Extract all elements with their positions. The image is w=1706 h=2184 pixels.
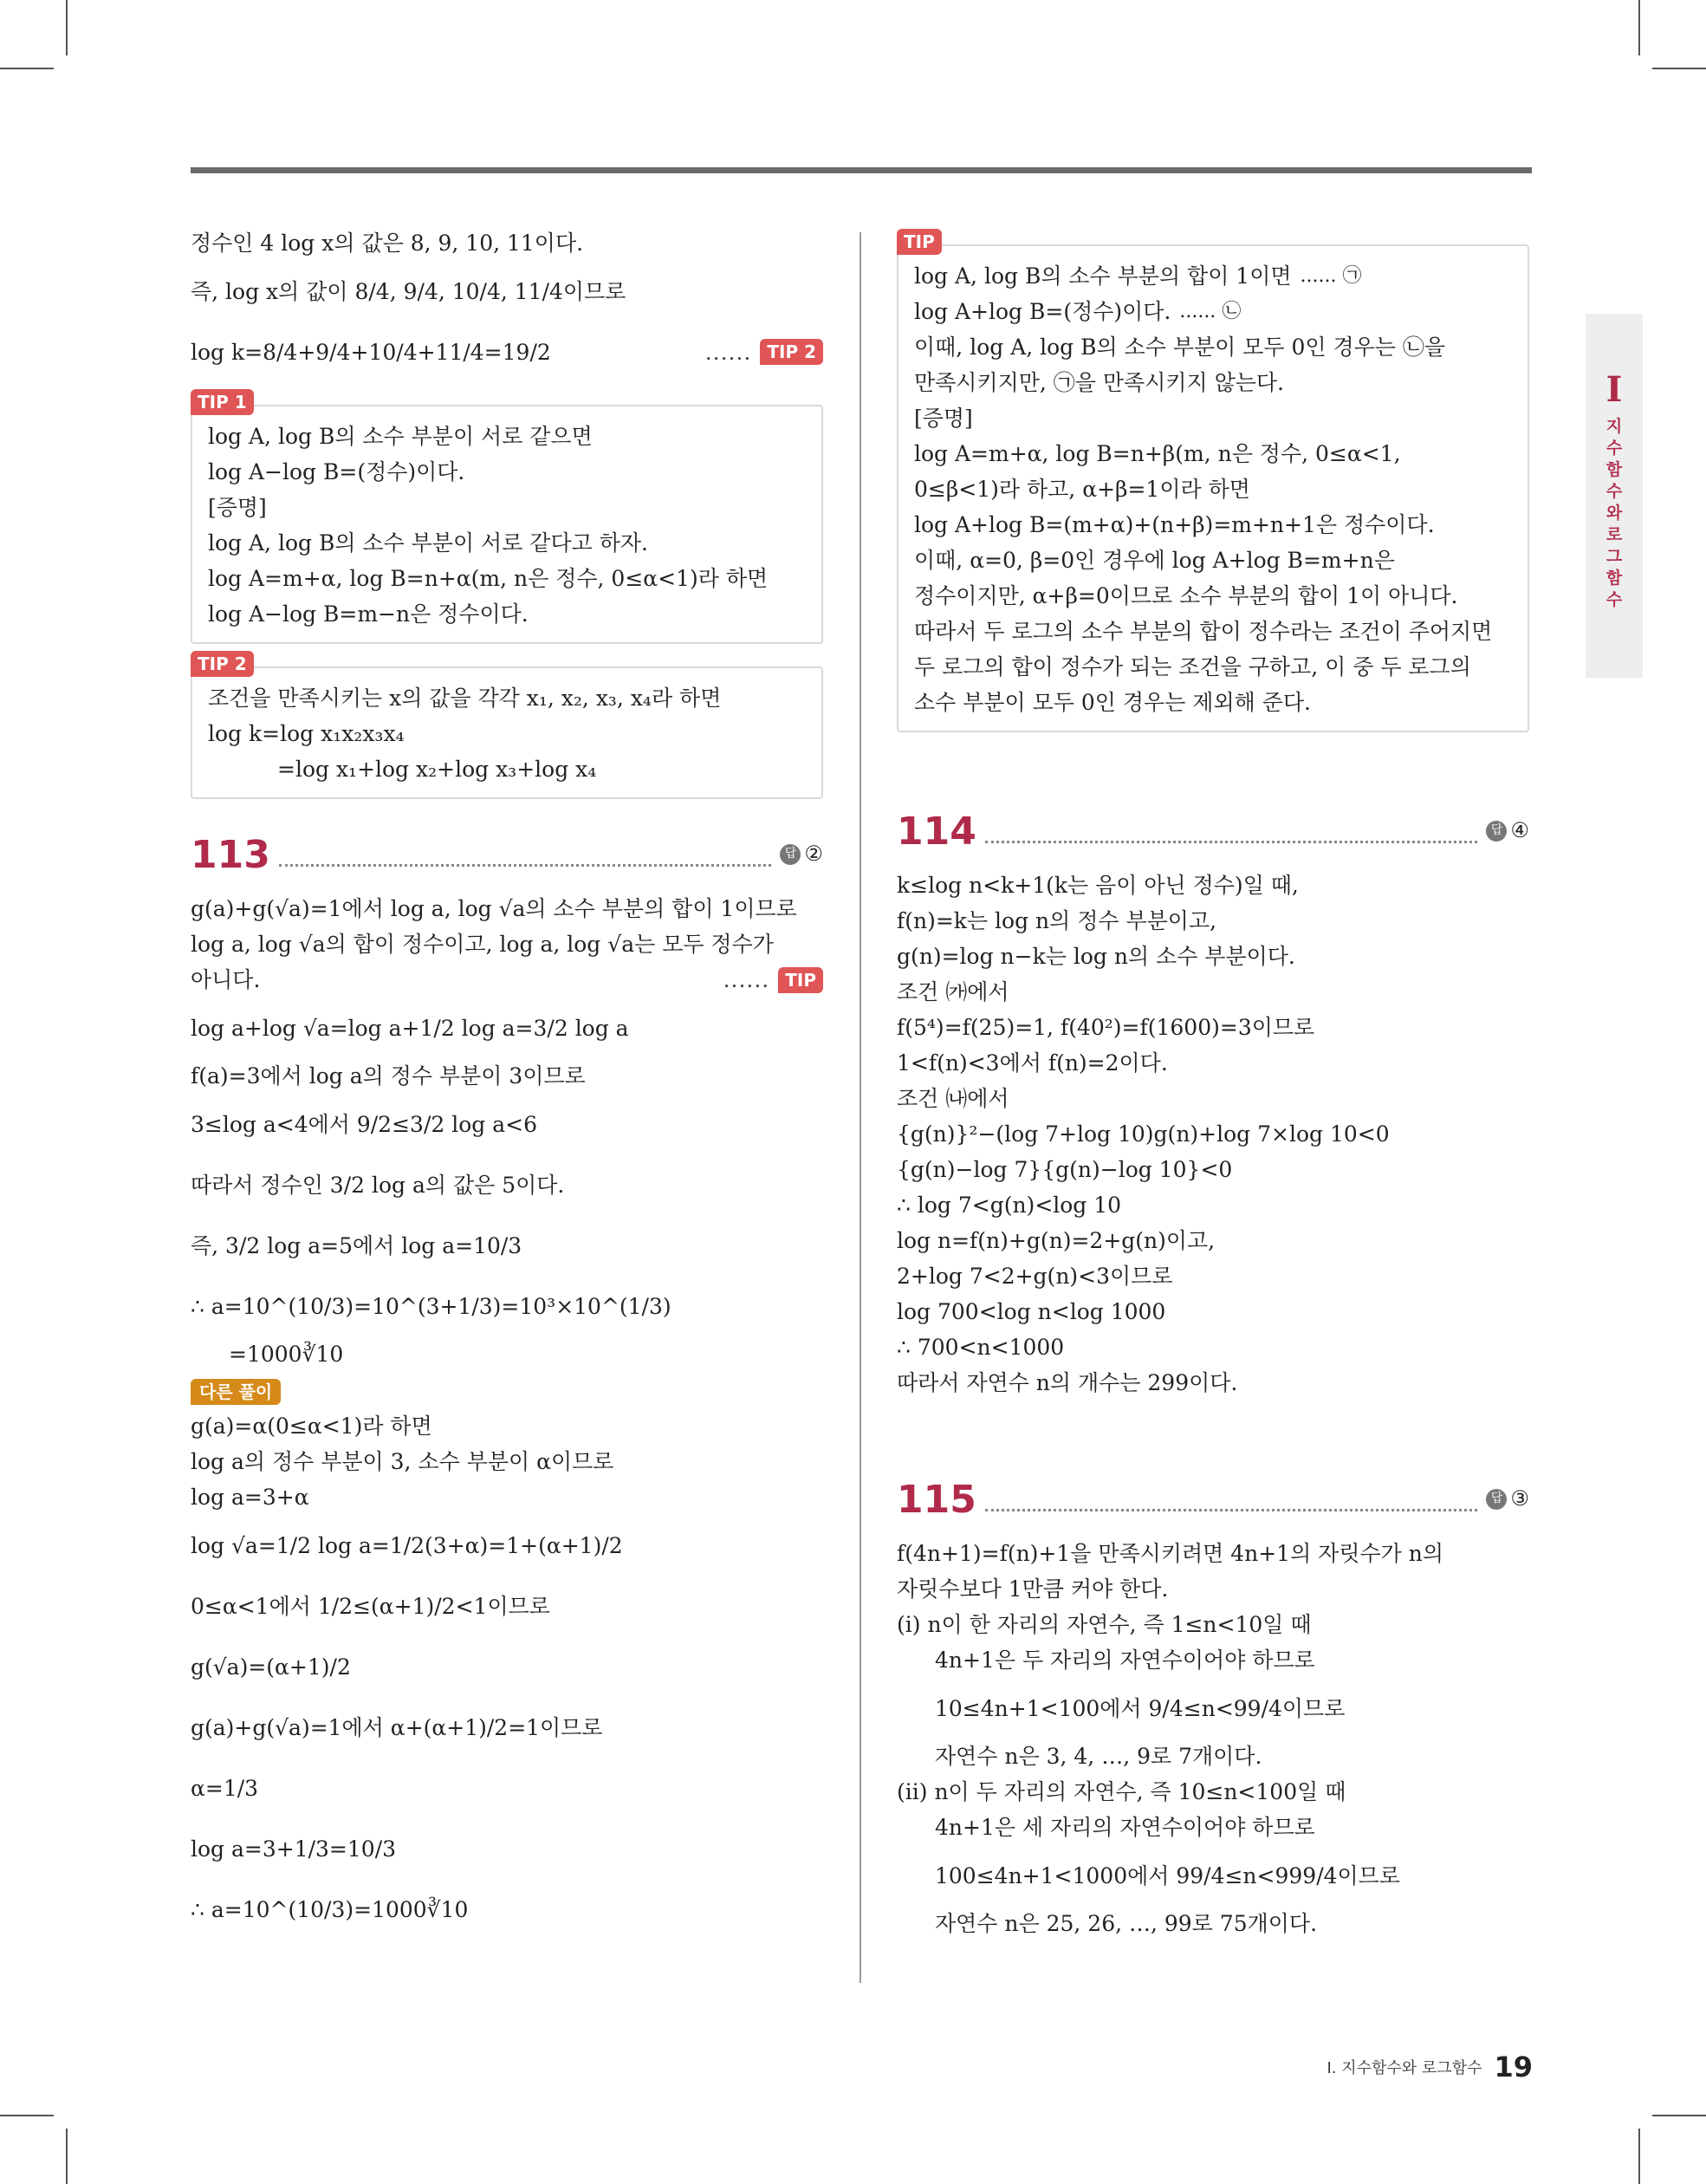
title-char: 함 bbox=[1605, 569, 1623, 588]
solution-line: log n=f(n)+g(n)=2+g(n)이고, bbox=[897, 1228, 1216, 1253]
solution-line: log 700<log n<log 1000 bbox=[897, 1299, 1166, 1324]
leader-dots bbox=[985, 841, 1478, 843]
solution-line: 자연수 n은 25, 26, …, 99로 75개이다. bbox=[935, 1911, 1318, 1936]
problem-header bbox=[897, 810, 1529, 854]
solution-line: 조건 ㈏에서 bbox=[897, 1086, 1009, 1111]
problem-header bbox=[897, 1479, 1529, 1522]
leader-dots bbox=[985, 1509, 1478, 1511]
tip-line: log A−log B=m−n은 정수이다. bbox=[208, 601, 529, 627]
solution-line: 자릿수보다 1만큼 커야 한다. bbox=[897, 1576, 1169, 1602]
alt-line: g(a)=α(0≤α<1)라 하면 bbox=[191, 1414, 432, 1439]
problem-number: 113 bbox=[191, 833, 270, 877]
solution-line: 100≤4n+1<1000에서 99/4≤n<999/4이므로 bbox=[935, 1862, 1400, 1888]
tip-line: 이때, α=0, β=0인 경우에 log A+log B=m+n은 bbox=[914, 548, 1395, 573]
tip-line: 이때, log A, log B의 소수 부분이 모두 0인 경우는 ㉡을 bbox=[914, 335, 1446, 360]
leader-dots: ...... bbox=[723, 967, 770, 992]
problem-number: 114 bbox=[897, 809, 976, 854]
text-line: 정수인 4 log x의 값은 8, 9, 10, 11이다. bbox=[191, 231, 584, 256]
answer-icon: 답 bbox=[780, 844, 801, 865]
solution-line: 4n+1은 세 자리의 자연수이어야 하므로 bbox=[935, 1815, 1315, 1840]
leader-dots: ...... bbox=[704, 339, 752, 365]
tip-line: =log x₁+log x₂+log x₃+log x₄ bbox=[277, 757, 597, 782]
tip-line: 0≤β<1)라 하고, α+β=1이라 하면 bbox=[914, 477, 1250, 502]
crop-mark bbox=[66, 2129, 68, 2184]
tip-line: 조건을 만족시키는 x의 값을 각각 x₁, x₂, x₃, x₄라 하면 bbox=[208, 686, 722, 711]
alt-line: ∴ a=10^(10/3)=1000∛10 bbox=[191, 1896, 469, 1922]
solution-line: log a, log √a의 합이 정수이고, log a, log √a는 모두 정수가 bbox=[191, 932, 774, 957]
answer-icon: 답 bbox=[1486, 821, 1507, 842]
crop-mark bbox=[1638, 0, 1640, 55]
circled-marker: ...... ㉡ bbox=[1179, 301, 1242, 322]
tip-box bbox=[897, 231, 1529, 732]
tip-box-2 bbox=[191, 653, 823, 799]
alt-line: g(√a)=(α+1)/2 bbox=[191, 1654, 351, 1680]
title-char: 그 bbox=[1605, 547, 1623, 566]
alt-solution-tag: 다른 풀이 bbox=[191, 1379, 281, 1405]
tip-ref-tag: TIP bbox=[778, 967, 823, 993]
title-char: 수 bbox=[1605, 590, 1623, 609]
tip-line: [증명] bbox=[208, 495, 267, 520]
tip-line: log A=m+α, log B=n+α(m, n은 정수, 0≤α<1)라 하면 bbox=[208, 566, 769, 591]
answer-value: ④ bbox=[1510, 818, 1529, 842]
solution-line: f(5⁴)=f(25)=1, f(40²)=f(1600)=3이므로 bbox=[897, 1015, 1315, 1040]
solution-line: {g(n)−log 7}{g(n)−log 10}<0 bbox=[897, 1157, 1233, 1182]
right-column bbox=[897, 225, 1529, 1941]
tip-text: log A, log B의 소수 부분의 합이 1이면 bbox=[914, 263, 1292, 289]
solution-line: ∴ 700<n<1000 bbox=[897, 1335, 1065, 1360]
title-char: 함 bbox=[1605, 460, 1623, 479]
solution-line: ∴ a=10^(10/3)=10^(3+1/3)=10³×10^(1/3) bbox=[191, 1293, 671, 1319]
left-column bbox=[191, 225, 823, 1940]
solution-line: f(n)=k는 log n의 정수 부분이고, bbox=[897, 908, 1217, 933]
formula-line bbox=[191, 322, 823, 382]
crop-mark bbox=[1652, 68, 1706, 69]
tip-line: log A+log B=(m+α)+(n+β)=m+n+1은 정수이다. bbox=[914, 512, 1435, 537]
answer-value: ② bbox=[804, 842, 823, 866]
tip-text: log A+log B=(정수)이다. bbox=[914, 299, 1171, 324]
alt-line: g(a)+g(√a)=1에서 α+(α+1)/2=1이므로 bbox=[191, 1714, 603, 1740]
crop-mark bbox=[1638, 2129, 1640, 2184]
title-char: 수 bbox=[1605, 439, 1623, 458]
tip-line: 따라서 두 로그의 소수 부분의 합이 정수라는 조건이 주어지면 bbox=[914, 619, 1493, 644]
solution-line: 자연수 n은 3, 4, …, 9로 7개이다. bbox=[935, 1744, 1262, 1769]
solution-line: {g(n)}²−(log 7+log 10)g(n)+log 7×log 10<0 bbox=[897, 1121, 1390, 1147]
title-char: 로 bbox=[1605, 525, 1623, 544]
solution-line: ∴ log 7<g(n)<log 10 bbox=[897, 1193, 1122, 1218]
tip-line: log A=m+α, log B=n+β(m, n은 정수, 0≤α<1, bbox=[914, 441, 1401, 466]
answer-badge bbox=[1486, 1481, 1529, 1517]
alt-line: log a의 정수 부분이 3, 소수 부분이 α이므로 bbox=[191, 1449, 614, 1474]
solution-line: 10≤4n+1<100에서 9/4≤n<99/4이므로 bbox=[935, 1695, 1346, 1721]
alt-line: log √a=1/2 log a=1/2(3+α)=1+(α+1)/2 bbox=[191, 1532, 623, 1558]
crop-mark bbox=[1652, 2115, 1706, 2116]
solution-line: f(a)=3에서 log a의 정수 부분이 3이므로 bbox=[191, 1063, 586, 1089]
solution-line: f(4n+1)=f(n)+1을 만족시키려면 4n+1의 자릿수가 n의 bbox=[897, 1541, 1443, 1566]
tip-tag: TIP 1 bbox=[191, 389, 254, 415]
alt-line: α=1/3 bbox=[191, 1775, 259, 1801]
title-char: 와 bbox=[1605, 504, 1623, 523]
solution-line: 4n+1은 두 자리의 자연수이어야 하므로 bbox=[935, 1648, 1315, 1673]
tip-line bbox=[914, 258, 1512, 294]
tip-line: log k=log x₁x₂x₃x₄ bbox=[208, 721, 405, 746]
header-rule bbox=[191, 167, 1532, 173]
tip-tag: TIP bbox=[897, 229, 942, 255]
crop-mark bbox=[0, 68, 54, 69]
solution-line: =1000∛10 bbox=[229, 1342, 344, 1367]
solution-line: k≤log n<k+1(k는 음이 아닌 정수)일 때, bbox=[897, 873, 1299, 898]
crop-mark bbox=[66, 0, 68, 55]
solution-line: log a+log √a=log a+1/2 log a=3/2 log a bbox=[191, 1015, 629, 1041]
column-divider bbox=[859, 232, 861, 1983]
tip-line: log A, log B의 소수 부분이 서로 같으면 bbox=[208, 424, 593, 449]
solution-line: 1<f(n)<3에서 f(n)=2이다. bbox=[897, 1050, 1168, 1076]
crop-mark bbox=[0, 2115, 54, 2116]
alt-line: log a=3+1/3=10/3 bbox=[191, 1836, 397, 1862]
solution-line: 따라서 정수인 3/2 log a의 값은 5이다. bbox=[191, 1172, 565, 1198]
tip-line: 만족시키지만, ㉠을 만족시키지 않는다. bbox=[914, 370, 1284, 395]
title-char: 지 bbox=[1605, 417, 1623, 436]
tip-tag: TIP 2 bbox=[191, 651, 254, 677]
formula-text: log k=8/4+9/4+10/4+11/4=19/2 bbox=[191, 339, 551, 365]
answer-badge bbox=[780, 836, 823, 872]
solution-line: 즉, 3/2 log a=5에서 log a=10/3 bbox=[191, 1232, 522, 1258]
answer-badge bbox=[1486, 813, 1529, 848]
answer-value: ③ bbox=[1510, 1486, 1529, 1511]
solution-line: 2+log 7<2+g(n)<3이므로 bbox=[897, 1264, 1173, 1289]
chapter-roman: I bbox=[1605, 369, 1623, 410]
solution-line: 조건 ㈎에서 bbox=[897, 979, 1009, 1004]
tip-line: log A, log B의 소수 부분이 서로 같다고 하자. bbox=[208, 530, 648, 556]
alt-line: 0≤α<1에서 1/2≤(α+1)/2<1이므로 bbox=[191, 1593, 550, 1619]
solution-line: (ii) n이 두 자리의 자연수, 즉 10≤n<100일 때 bbox=[897, 1779, 1346, 1804]
solution-line bbox=[191, 962, 823, 998]
tip-line bbox=[914, 294, 1512, 329]
leader-dots bbox=[279, 864, 772, 867]
title-char: 수 bbox=[1605, 482, 1623, 501]
tip-line: 소수 부분이 모두 0인 경우는 제외해 준다. bbox=[914, 690, 1311, 715]
page-footer bbox=[1327, 2051, 1534, 2083]
solution-line: g(a)+g(√a)=1에서 log a, log √a의 소수 부분의 합이 1이므로 bbox=[191, 896, 797, 921]
chapter-vertical-title bbox=[1586, 416, 1643, 611]
alt-line: log a=3+α bbox=[191, 1485, 309, 1510]
tip-line: log A−log B=(정수)이다. bbox=[208, 459, 465, 484]
solution-text: 아니다. bbox=[191, 967, 261, 992]
ref-marker bbox=[723, 962, 823, 998]
page-number: 19 bbox=[1494, 2051, 1533, 2083]
solution-line: g(n)=log n−k는 log n의 소수 부분이다. bbox=[897, 944, 1295, 969]
tip-line: [증명] bbox=[914, 406, 973, 431]
circled-marker: ...... ㉠ bbox=[1300, 265, 1362, 287]
footer-chapter: Ⅰ. 지수함수와 로그함수 bbox=[1327, 2059, 1482, 2077]
chapter-side-tab bbox=[1586, 314, 1643, 678]
tip-line: 두 로그의 합이 정수가 되는 조건을 구하고, 이 중 두 로그의 bbox=[914, 654, 1471, 679]
text-line: 즉, log x의 값이 8/4, 9/4, 10/4, 11/4이므로 bbox=[191, 278, 626, 304]
tip-ref-tag: TIP 2 bbox=[760, 339, 823, 365]
problem-number: 115 bbox=[897, 1478, 976, 1522]
solution-line: 3≤log a<4에서 9/2≤3/2 log a<6 bbox=[191, 1111, 537, 1137]
solution-line: (i) n이 한 자리의 자연수, 즉 1≤n<10일 때 bbox=[897, 1612, 1312, 1637]
tip-box-1 bbox=[191, 392, 823, 644]
answer-icon: 답 bbox=[1486, 1489, 1507, 1510]
problem-header bbox=[191, 834, 823, 877]
solution-line: 따라서 자연수 n의 개수는 299이다. bbox=[897, 1370, 1238, 1395]
ref-marker bbox=[705, 335, 823, 370]
tip-line: 정수이지만, α+β=0이므로 소수 부분의 합이 1이 아니다. bbox=[914, 583, 1458, 608]
